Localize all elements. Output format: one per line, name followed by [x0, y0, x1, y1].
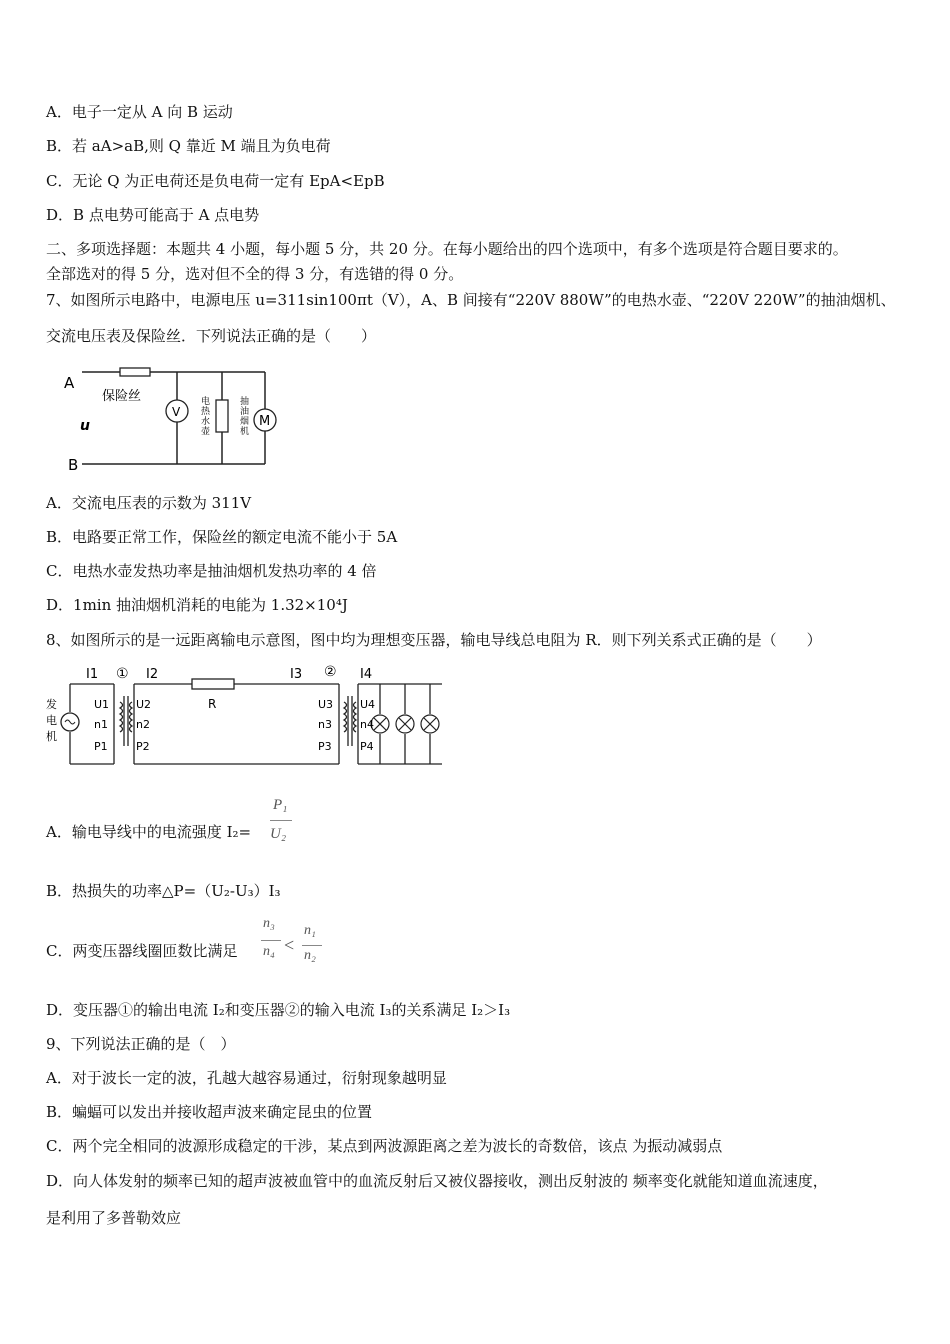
- current-i1-label: I1: [86, 667, 99, 682]
- motor-label: M: [259, 414, 271, 429]
- q9-option-a: A．对于波长一定的波，孔越大越容易通过，衍射现象越明显: [46, 1069, 447, 1087]
- n3-label: n3: [318, 718, 332, 731]
- q7-stem-line1: 7、如图所示电路中，电源电压 u=311sin100πt（V），A、B 间接有“220V 880W”的电热水壶、“220V 220W”的抽油烟机、: [46, 291, 896, 309]
- q8-transmission-diagram: [44, 662, 450, 772]
- fuse-symbol: [120, 368, 150, 376]
- kettle-label-3: 水: [201, 417, 211, 427]
- q8-stem: 8、如图所示的是一远距离输电示意图，图中均为理想变压器，输电导线总电阻为 R．则下列关系式正确的是（ ）: [46, 631, 822, 649]
- q7-option-b: B．电路要正常工作，保险丝的额定电流不能小于 5A: [46, 528, 398, 546]
- voltmeter-label: V: [172, 405, 181, 419]
- fraction-n4: n₄: [263, 944, 275, 959]
- fraction-bar-a: [270, 820, 292, 821]
- q9-stem: 9、下列说法正确的是（ ）: [46, 1035, 236, 1053]
- gen-label-1: 发: [46, 698, 57, 711]
- current-i4-label: I4: [360, 667, 373, 682]
- q7-stem-line2: 交流电压表及保险丝．下列说法正确的是（ ）: [46, 327, 377, 345]
- p4-label: P4: [360, 740, 374, 753]
- q7-circuit-diagram: [60, 364, 300, 474]
- q8-option-a: A．输电导线中的电流强度 I₂=: [46, 823, 252, 841]
- kettle-label-4: 壶: [201, 427, 211, 437]
- section-heading-line1: 二、多项选择题：本题共 4 小题，每小题 5 分，共 20 分。在每小题给出的四个选项中，有多个选项是符合题目要求的。: [46, 240, 848, 258]
- fraction-n1: n₁: [304, 923, 316, 938]
- fraction-n3: n₃: [263, 916, 275, 931]
- hood-label-4: 机: [240, 427, 250, 437]
- gen-label-3: 机: [46, 730, 57, 743]
- n4-label: n4: [360, 718, 374, 731]
- kettle-label-1: 电: [201, 397, 211, 407]
- line-resistor: [192, 679, 234, 689]
- q9-option-c: C．两个完全相同的波源形成稳定的干涉，某点到两波源距离之差为波长的奇数倍，该点 为振动减弱点: [46, 1137, 723, 1155]
- hood-label-3: 烟: [240, 417, 250, 427]
- current-i3-label: I3: [290, 667, 303, 682]
- u2-label: U2: [136, 698, 152, 711]
- fuse-label: 保险丝: [102, 389, 142, 404]
- n1-label: n1: [94, 718, 108, 731]
- section-heading-line2: 全部选对的得 5 分，选对但不全的得 3 分，有选错的得 0 分。: [46, 265, 464, 283]
- q8-option-c: C．两变压器线圈匝数比满足: [46, 942, 238, 960]
- q6-option-b: B．若 aA>aB,则 Q 靠近 M 端且为负电荷: [46, 137, 331, 155]
- q7-option-c: C．电热水壶发热功率是抽油烟机发热功率的 4 倍: [46, 562, 377, 580]
- transformer2-label: ②: [324, 664, 337, 680]
- resistor-r-label: R: [208, 697, 217, 711]
- u1-label: U1: [94, 698, 110, 711]
- hood-label-1: 抽: [240, 397, 250, 407]
- fraction-n2: n₂: [304, 948, 316, 963]
- q8-option-b: B．热损失的功率△P=（U₂-U₃）I₃: [46, 882, 281, 900]
- q9-option-d-line1: D．向人体发射的频率已知的超声波被血管中的血流反射后又被仪器接收，测出反射波的 频率变化就能知道血流速度，: [46, 1172, 828, 1190]
- fraction-bar-c1: [261, 940, 281, 941]
- q8-option-d: D．变压器①的输出电流 I₂和变压器②的输入电流 I₃的关系满足 I₂＞I₃: [46, 1001, 511, 1019]
- fraction-u2-denominator: U₂: [270, 826, 287, 842]
- q6-option-a: A．电子一定从 A 向 B 运动: [46, 103, 233, 121]
- q6-option-d: D．B 点电势可能高于 A 点电势: [46, 206, 260, 224]
- transformer1-label: ①: [116, 666, 129, 682]
- voltage-u-label: u: [80, 418, 90, 434]
- less-than-sign: <: [284, 935, 295, 955]
- lamp-symbols: [371, 715, 439, 733]
- q9-option-b: B．蝙蝠可以发出并接收超声波来确定昆虫的位置: [46, 1103, 373, 1121]
- p3-label: P3: [318, 740, 332, 753]
- current-i2-label: I2: [146, 667, 159, 682]
- fraction-p1-numerator: P₁: [273, 797, 288, 813]
- kettle-resistor: [216, 400, 228, 432]
- gen-label-2: 电: [46, 714, 57, 727]
- terminal-b-label: B: [68, 456, 79, 474]
- kettle-label-2: 热: [201, 407, 211, 417]
- terminal-a-label: A: [64, 374, 75, 392]
- p2-label: P2: [136, 740, 150, 753]
- p1-label: P1: [94, 740, 108, 753]
- q6-option-c: C．无论 Q 为正电荷还是负电荷一定有 EpA<EpB: [46, 172, 385, 190]
- q7-option-d: D．1min 抽油烟机消耗的电能为 1.32×10⁴J: [46, 596, 348, 614]
- u4-label: U4: [360, 698, 376, 711]
- u3-label: U3: [318, 698, 334, 711]
- q9-option-d-line2: 是利用了多普勒效应: [46, 1209, 182, 1227]
- n2-label: n2: [136, 718, 150, 731]
- q7-option-a: A．交流电压表的示数为 311V: [46, 494, 252, 512]
- fraction-bar-c2: [302, 945, 322, 946]
- hood-label-2: 油: [240, 407, 250, 417]
